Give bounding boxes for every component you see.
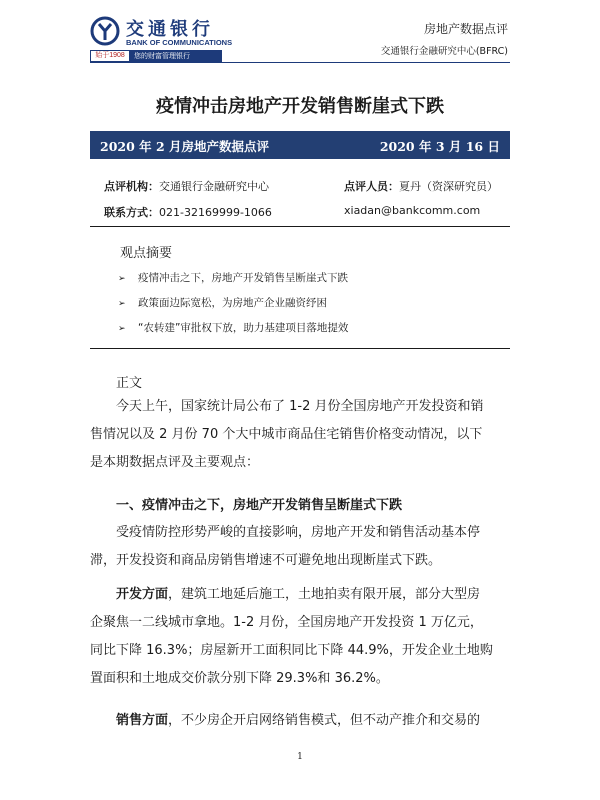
bullet-text: 政策面边际宽松，为房地产企业融资纾困 xyxy=(138,297,327,309)
arrow-bullet-icon: ➢ xyxy=(118,299,126,309)
report-period: 2020 年 2 月房地产数据点评 xyxy=(100,139,270,154)
page-title: 疫情冲击房地产开发销售断崖式下跌 xyxy=(156,96,444,117)
logo-english-name: BANK OF COMMUNICATIONS xyxy=(126,38,233,47)
paragraph-line: 滞，开发投资和商品房销售增速不可避免地出现断崖式下跌。 xyxy=(90,553,442,568)
paragraph-line: 企聚焦一二线城市拿地。1-2 月份，全国房地产开发投资 1 万亿元， xyxy=(90,615,483,630)
report-type: 房地产数据点评 xyxy=(423,22,508,36)
logo-slogan-band xyxy=(90,50,222,62)
institute-name: 交通银行金融研究中心(BFRC) xyxy=(380,46,508,57)
org-value: 交通银行金融研究中心 xyxy=(159,180,269,193)
summary-title: 观点摘要 xyxy=(120,246,173,261)
report-date: 2020 年 3 月 16 日 xyxy=(379,139,500,154)
paragraph-line: 受疫情防控形势严峻的直接影响，房地产开发和销售活动基本停 xyxy=(116,525,481,540)
org-info xyxy=(104,178,269,194)
paragraph-lead: 开发方面 xyxy=(116,587,169,602)
paragraph-line: 是本期数据点评及主要观点： xyxy=(90,455,260,470)
reviewer-info xyxy=(344,178,498,194)
logo-slogan: 您的财富管理银行 xyxy=(134,52,190,60)
arrow-bullet-icon: ➢ xyxy=(118,274,126,284)
paragraph-1 xyxy=(90,519,510,575)
header-divider xyxy=(90,62,510,63)
contact-label: 联系方式： xyxy=(104,206,159,219)
bank-logo-icon xyxy=(90,16,120,46)
paragraph-lead: 销售方面 xyxy=(116,713,169,728)
paragraph-2 xyxy=(90,581,510,693)
paragraph-text: ，建筑工地延后施工，土地拍卖有限开展，部分大型房 xyxy=(168,587,481,602)
heading-1: 一、疫情冲击之下，房地产开发销售呈断崖式下跌 xyxy=(116,498,403,513)
section-title: 正文 xyxy=(116,376,143,391)
paragraph-line: 今天上午，国家统计局公布了 1-2 月份全国房地产开发投资和销 xyxy=(116,399,484,414)
paragraph-3 xyxy=(90,707,510,735)
info-divider xyxy=(90,226,510,227)
summary-bullet xyxy=(118,295,327,310)
header-right xyxy=(381,20,508,57)
org-label: 点评机构： xyxy=(104,180,159,193)
report-band xyxy=(90,131,510,159)
bullet-text: 疫情冲击之下，房地产开发销售呈断崖式下跌 xyxy=(138,272,348,284)
paragraph-line: 置面积和土地成交价款分别下降 29.3%和 36.2%。 xyxy=(90,671,389,686)
logo-established: 始于1908 xyxy=(90,50,130,62)
bullet-text: “农转建”审批权下放，助力基建项目落地提效 xyxy=(138,322,349,334)
paragraph-line: 售情况以及 2 月份 70 个大中城市商品住宅销售价格变动情况，以下 xyxy=(90,427,483,442)
contact-value: 021-32169999-1066 xyxy=(159,206,272,219)
summary-bullet xyxy=(118,320,348,335)
summary-divider xyxy=(90,348,510,349)
paragraph-line: 同比下降 16.3%；房屋新开工面积同比下降 44.9%，开发企业土地购 xyxy=(90,643,493,658)
logo-chinese-name: 交通银行 xyxy=(126,19,214,40)
reviewer-label: 点评人员： xyxy=(344,180,399,193)
reviewer-value: 夏丹（资深研究员） xyxy=(399,180,498,193)
contact-info xyxy=(104,204,272,220)
summary-bullet xyxy=(118,270,348,285)
paragraph-text: ，不少房企开启网络销售模式，但不动产推介和交易的 xyxy=(168,713,481,728)
page-number: 1 xyxy=(297,752,303,762)
bank-logo xyxy=(90,14,250,58)
email-link[interactable]: xiadan@bankcomm.com xyxy=(344,204,481,217)
intro-paragraph xyxy=(90,393,510,477)
arrow-bullet-icon: ➢ xyxy=(118,324,126,334)
